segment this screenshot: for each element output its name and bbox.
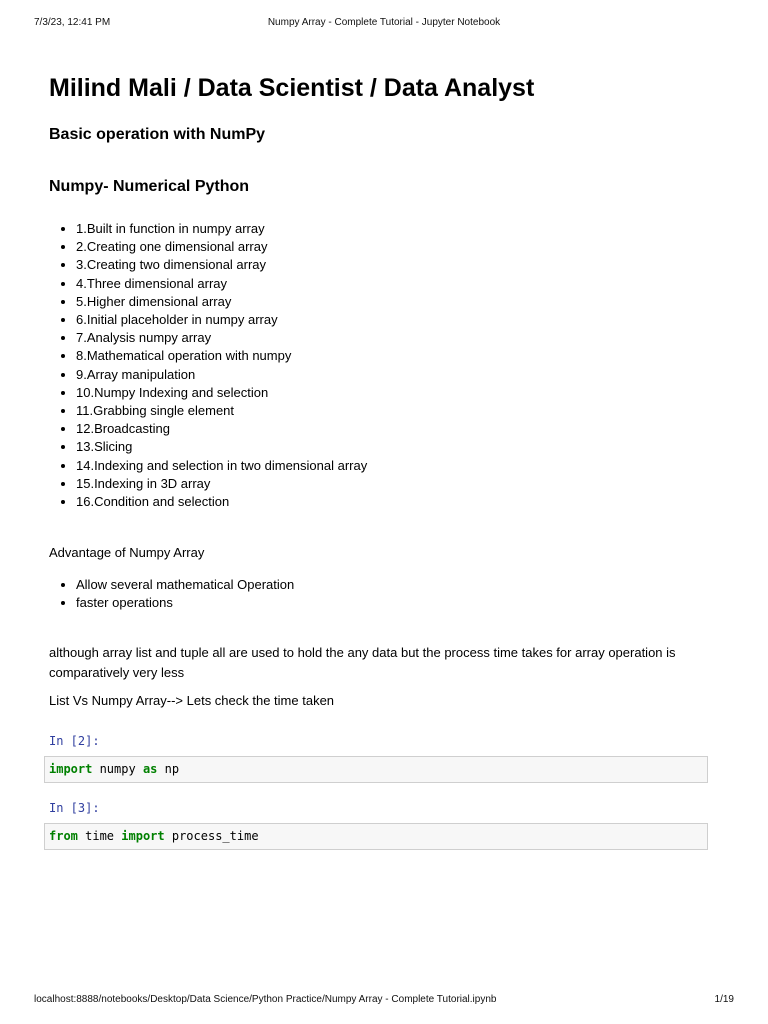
- code-text: process_time: [164, 829, 259, 843]
- topics-list: [49, 220, 367, 511]
- list-item: • 1.Built in function in numpy array: [76, 220, 367, 238]
- code-text: np: [157, 762, 180, 776]
- list-item: • 15.Indexing in 3D array: [76, 475, 367, 493]
- print-header: [34, 17, 734, 31]
- list-item: • 10.Numpy Indexing and selection: [76, 384, 367, 402]
- print-footer: [34, 994, 734, 1008]
- print-datetime: 7/3/23, 12:41 PM: [34, 17, 111, 28]
- list-item: • 8.Mathematical operation with numpy: [76, 347, 367, 365]
- code-cell[interactable]: [44, 756, 708, 783]
- list-item: • Allow several mathematical Operation: [76, 576, 294, 594]
- section-title: Numpy- Numerical Python: [49, 178, 250, 195]
- page-subtitle: Basic operation with NumPy: [49, 126, 266, 143]
- page-title: Milind Mali / Data Scientist / Data Analyst: [49, 74, 535, 102]
- cell-prompt: In [3]:: [49, 801, 100, 815]
- list-item: • 4.Three dimensional array: [76, 275, 367, 293]
- list-item: • faster operations: [76, 594, 294, 612]
- page-number: 1/19: [714, 994, 734, 1005]
- code-keyword: as: [142, 762, 158, 776]
- code-text: time: [77, 829, 122, 843]
- list-item: • 12.Broadcasting: [76, 420, 367, 438]
- print-title: Numpy Array - Complete Tutorial - Jupyter Notebook: [267, 17, 501, 28]
- code-keyword: import: [121, 829, 165, 843]
- code-line: [49, 829, 259, 843]
- code-line: [49, 762, 179, 776]
- code-text: numpy: [92, 762, 143, 776]
- list-item: • 3.Creating two dimensional array: [76, 256, 367, 274]
- advantage-heading: Advantage of Numpy Array: [49, 545, 205, 560]
- list-item: • 9.Array manipulation: [76, 366, 367, 384]
- list-item: • 16.Condition and selection: [76, 493, 367, 511]
- code-keyword: from: [49, 829, 78, 843]
- list-item: • 2.Creating one dimensional array: [76, 238, 367, 256]
- description-paragraph: although array list and tuple all are used to hold the any data but the process time takes for array operation is comparatively very less: [49, 645, 676, 680]
- code-keyword: import: [49, 762, 93, 776]
- list-item: • 5.Higher dimensional array: [76, 293, 367, 311]
- comparison-note: List Vs Numpy Array--> Lets check the time taken: [49, 693, 335, 708]
- list-item: • 11.Grabbing single element: [76, 402, 367, 420]
- list-item: • 13.Slicing: [76, 438, 367, 456]
- print-url: localhost:8888/notebooks/Desktop/Data Science/Python Practice/Numpy Array - Complete Tutorial.ipynb: [34, 994, 497, 1005]
- cell-prompt: In [2]:: [49, 734, 100, 748]
- list-item: • 6.Initial placeholder in numpy array: [76, 311, 367, 329]
- advantages-list: [49, 576, 294, 612]
- code-cell[interactable]: [44, 823, 708, 850]
- list-item: • 14.Indexing and selection in two dimensional array: [76, 457, 367, 475]
- list-item: • 7.Analysis numpy array: [76, 329, 367, 347]
